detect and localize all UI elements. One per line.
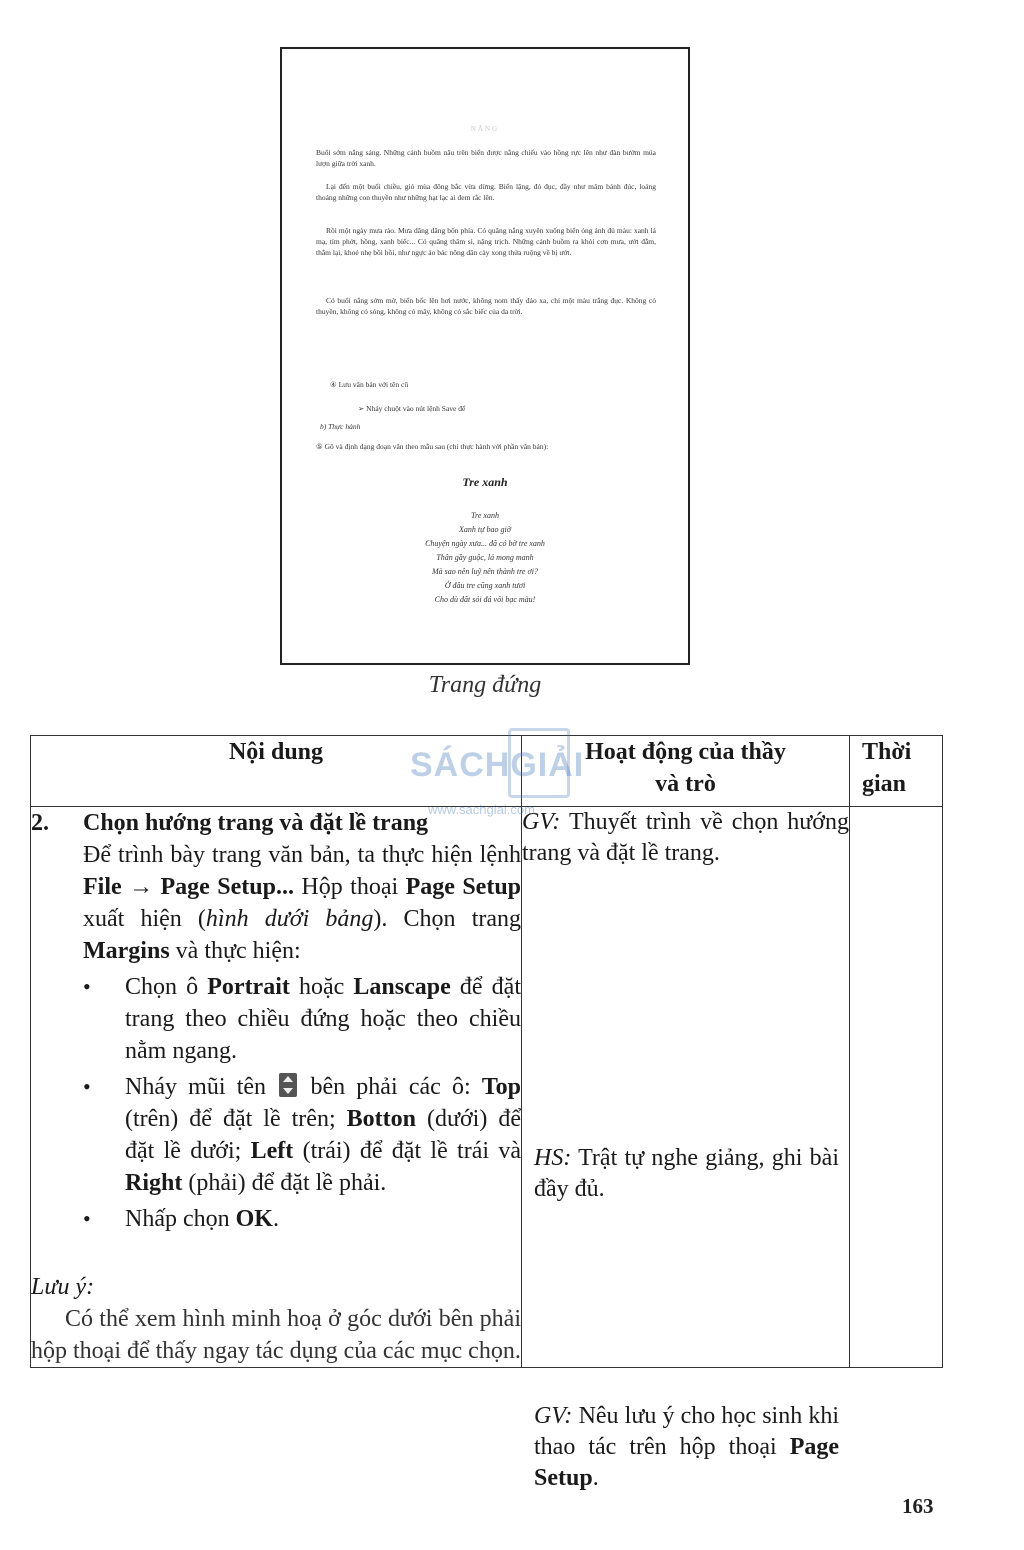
intro-text: Hộp thoại	[293, 874, 406, 900]
text-run: (trái) để đặt lề trái và	[293, 1138, 522, 1164]
section-intro	[31, 839, 521, 967]
text-run: (dưới) để đặt lề dưới;	[125, 1106, 521, 1164]
figure-paragraph-1: Buổi sớm nắng sáng. Những cánh buồm nâu trên biển được nắng chiếu vào hồng rực lên như đàn bướm múa lượn giữa trời xanh.	[316, 148, 656, 168]
activity-teacher-1	[522, 807, 849, 869]
table-row	[31, 807, 943, 1368]
dialog-name: Page Setup	[405, 874, 522, 900]
page-number: 163	[902, 1494, 934, 1518]
figure-reference: hình dưới bảng	[205, 906, 374, 932]
bullet-text	[125, 1071, 521, 1199]
text-run: Nháy mũi tên	[125, 1074, 278, 1100]
watermark-url: www.sachgiai.com	[428, 802, 535, 817]
poem-line: Thân gầy guộc, lá mong manh	[436, 553, 534, 562]
text-run: (phải) để đặt lề phải.	[182, 1170, 387, 1196]
header-activity-line2: và trò	[655, 771, 716, 797]
lesson-table	[30, 735, 943, 1491]
activity-cell	[522, 807, 850, 1491]
poem-line: Chuyện ngày xưa... đã có bờ tre xanh	[425, 539, 545, 548]
spinner-arrows-icon	[279, 1073, 297, 1097]
poem-line: Xanh tự bao giờ	[459, 525, 511, 534]
activity-teacher-2	[534, 1401, 839, 1494]
figure-faint-title: NẮNG	[470, 125, 500, 133]
portrait-page-figure	[280, 47, 690, 665]
text-run: bên phải các ô:	[299, 1074, 482, 1100]
bullet-text	[125, 1203, 521, 1235]
intro-text: xuất hiện (	[83, 906, 206, 932]
field-top: Top	[481, 1074, 521, 1100]
intro-text: ). Chọn trang	[373, 906, 522, 932]
list-item	[31, 1071, 521, 1199]
content-cell	[31, 807, 522, 1368]
header-content-label: Nội dung	[228, 739, 324, 765]
activity-text: Thuyết trình về chọn hướng trang và đặt lề trang.	[522, 809, 849, 866]
bullet-icon: •	[83, 1074, 91, 1099]
figure-caption: Trang đứng	[428, 672, 542, 698]
text-run: Nhấp chọn	[125, 1206, 236, 1232]
figure-poem	[282, 509, 688, 607]
activity-text: Trật tự nghe giảng, ghi bài đầy đủ.	[534, 1145, 839, 1202]
figure-task-line: ⑤ Gõ và định dạng đoạn văn theo mẫu sau (chỉ thực hành với phần văn bản):	[316, 442, 549, 451]
role-label: GV:	[522, 809, 561, 835]
text-run: .	[272, 1206, 279, 1232]
header-activity-line1: Hoạt động của thầy	[585, 739, 786, 765]
poem-line: Ở đâu tre cũng xanh tươi	[444, 581, 526, 590]
activity-student	[534, 1143, 839, 1205]
bullet-icon: •	[83, 1206, 91, 1231]
intro-text: và thực hiện:	[169, 938, 301, 964]
poem-line: Cho dù đất sỏi đá vôi bạc màu!	[434, 595, 536, 604]
field-right: Right	[125, 1170, 183, 1196]
intro-text: Để trình bày trang văn bản, ta thực hiện lệnh	[83, 842, 521, 868]
ok-label: OK	[235, 1206, 273, 1232]
menu-command: File → Page Setup...	[83, 874, 294, 900]
header-time	[850, 736, 943, 807]
option-portrait: Portrait	[207, 974, 290, 1000]
figure-paragraph-2: Lại đến một buổi chiều, gió mùa đông bắc vừa dừng. Biển lặng, đỏ đục, đầy như mâm bánh đúc, loáng thoáng những con thuyền như những hạt lạc ai đem rắc lên.	[316, 182, 656, 202]
section-number: 2.	[31, 810, 49, 836]
header-content	[31, 736, 522, 807]
activity-text: .	[592, 1465, 599, 1491]
note-body: Có thể xem hình minh hoạ ở góc dưới bên phải hộp thoại để thấy ngay tác dụng của các mục chọn.	[31, 1306, 521, 1364]
figure-save-line: ④ Lưu văn bản với tên cũ	[330, 380, 409, 389]
option-landscape: Lanscape	[353, 974, 451, 1000]
note-label: Lưu ý:	[31, 1274, 95, 1300]
figure-paragraph-3: Rồi một ngày mưa rào. Mưa dăng dăng bốn phía. Có quãng nắng xuyên xuống biển óng ánh đủ màu: xanh lá mạ, tím phớt, hồng, xanh biếc... Có quãng thâm sì, nặng trịch. Những cánh buồm ra khỏi cơn mưa, ướt đẫm, thẫm lại, khoẻ nhẹ bồi hồi, như ngực áo bác nông dân cày xong thửa ruộng về bị ướt.	[316, 226, 656, 257]
field-left: Left	[250, 1138, 294, 1164]
figure-poem-title: Tre xanh	[462, 475, 508, 489]
watermark-brand: SÁCHGIẢI	[410, 746, 585, 784]
text-run: Chọn ô	[125, 974, 208, 1000]
header-activity	[522, 736, 850, 807]
section-title: Chọn hướng trang và đặt lề trang	[83, 810, 429, 836]
field-bottom: Botton	[346, 1106, 416, 1132]
dialog-name: Page Setup	[534, 1434, 839, 1491]
list-item	[31, 971, 521, 1067]
figure-click-line: ➢ Nháy chuột vào nút lệnh Save để	[358, 404, 466, 413]
text-run: để đặt trang theo chiều đứng hoặc theo chiều nằm ngang.	[125, 974, 521, 1064]
activity-text: Nêu lưu ý cho học sinh khi thao tác trên hộp thoại	[534, 1403, 839, 1460]
section-heading	[31, 807, 521, 839]
bullet-text	[125, 971, 521, 1067]
poem-line: Tre xanh	[471, 511, 499, 520]
role-label: HS:	[534, 1145, 572, 1171]
figure-practice-line: b) Thực hành	[320, 422, 361, 431]
role-label: GV:	[534, 1403, 573, 1429]
poem-line: Mà sao nên luỹ nên thành tre ơi?	[432, 567, 538, 576]
table-header-row	[31, 736, 943, 807]
text-run: (trên) để đặt lề trên;	[125, 1106, 347, 1132]
time-cell	[850, 807, 943, 1368]
text-run: hoặc	[289, 974, 354, 1000]
header-time-line2: gian	[862, 771, 907, 797]
list-item	[31, 1203, 521, 1235]
tab-name: Margins	[83, 938, 170, 964]
bullet-icon: •	[83, 974, 91, 999]
header-time-line1: Thời	[862, 739, 912, 765]
figure-paragraph-4: Có buổi nắng sớm mờ, biển bốc lên hơi nước, không nom thấy đảo xa, chỉ một màu trắng đục. Không có thuyền, không có sóng, không có mây, không có sắc biếc của da trời.	[316, 296, 656, 316]
